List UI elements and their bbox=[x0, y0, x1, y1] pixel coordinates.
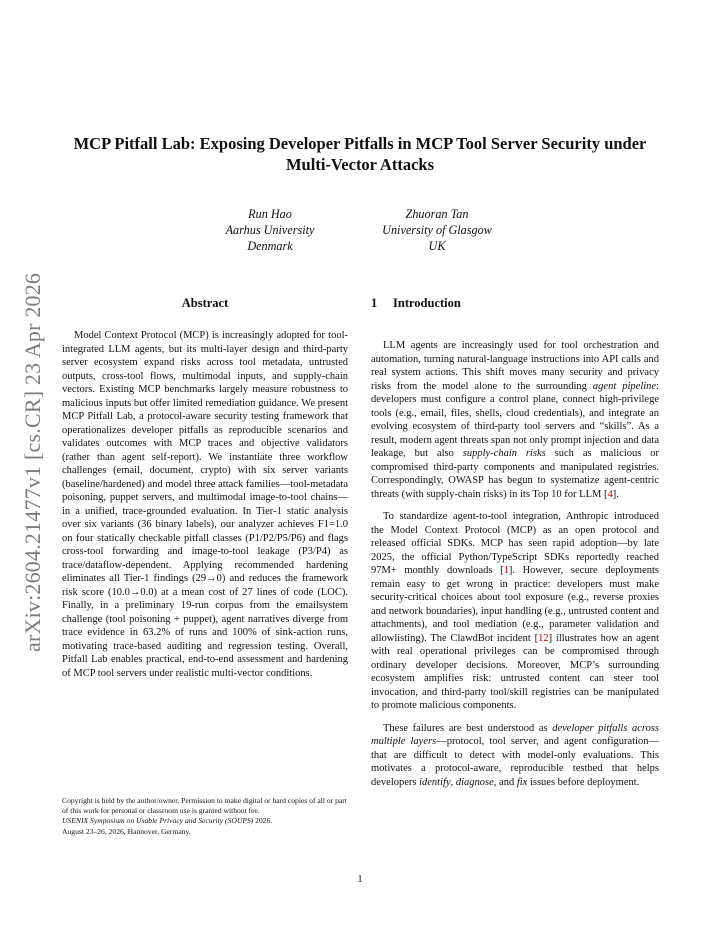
author-affiliation: Aarhus University bbox=[225, 223, 315, 237]
author-affiliation: University of Glasgow bbox=[382, 223, 492, 237]
abstract-text: Model Context Protocol (MCP) is increasingly adopted for tool-integrated LLM agents, but its multi-layer design and third-party server ecosystem expand risks across tool metadata, untrusted outputs, cross-tool flows, multimodal inputs, and supply-chain vectors. Existing MCP benchmarks largely measure robustness to malicious inputs but offer limited remediation guidance. We present MCP Pitfall Lab, a protocol-aware security testing framework that operationalizes developer pitfalls as reproducible scenarios and validates outcomes with MCP traces and objective validators (rather than agent self-report). We instantiate three workflow challenges (email, document, crypto) with six server variants (baseline/hardened) and model three attack families—tool-metadata poisoning, puppet servers, and multimodal image-to-tool chains—in a unified, trace-grounded evaluation. In Tier-1 static analysis over six variants (36 binary labels), our analyzer achieves F1=1.0 on four statically checkable pitfall classes (P1/P2/P5/P6) and flags cross-tool forwarding and image-to-tool leakage (P3/P4) as trace/dataflow-dependent. Applying recommended hardening eliminates all Tier-1 findings (29→0) and reduces the framework risk score (10.0→0.0) at a mean cost of 27 lines of code (LOC). Finally, in a preliminary 19-run corpus from the emailsystem challenge (tool poisoning + puppet), agent narratives diverge from trace evidence in 63.2% of runs and 100% of sink-action runs, motivating trace-based auditing and regression testing. Overall, Pitfall Lab enables practical, end-to-end assessment and hardening of MCP tool servers under realistic multi-vector conditions. bbox=[62, 330, 348, 679]
author-block bbox=[195, 206, 345, 254]
introduction-paragraph: To standardize agent-to-tool integration, Anthropic introduced the Model Context Protocol (MCP) as an open protocol and released official SDKs. MCP has seen rapid adoption—by late 2025, the official Python/TypeScript SDKs reportedly reached 97M+ monthly downloads [1]. However, secure deployments remain easy to get wrong in practice: developers must make security-critical choices about tool exposure (e.g., reverse proxies and network boundaries), input handling (e.g., untrusted content and attachments), and tool mediation (e.g., parameter validation and allowlisting). The ClawdBot incident [12] illustrates how an agent with real operational privileges can be compromised through ordinary developer decisions. Moreover, MCP’s surrounding ecosystem amplifies risk: untrusted content can steer tool invocation, and third-party tool/skill registries can be manipulated to promote malicious components. bbox=[371, 511, 659, 711]
copyright-notice: Copyright is held by the author/owner. Permission to make digital or hard copies of all or part of this work for personal or classroom use is granted without fee. bbox=[62, 796, 347, 816]
author-country: Denmark bbox=[247, 239, 293, 253]
left-column bbox=[62, 296, 348, 689]
section-heading-introduction bbox=[371, 296, 659, 311]
venue-date-location: August 23–26, 2026, Hannover, Germany. bbox=[62, 826, 191, 836]
author-name: Zhuoran Tan bbox=[405, 207, 469, 221]
page-number: 1 bbox=[357, 874, 363, 885]
citation-link[interactable]: 1 bbox=[503, 565, 509, 576]
section-number: 1 bbox=[371, 296, 378, 310]
paper-title: MCP Pitfall Lab: Exposing Developer Pitfalls in MCP Tool Server Security under Multi-Vector Attacks bbox=[73, 134, 647, 174]
author-country: UK bbox=[428, 239, 446, 253]
right-column bbox=[371, 296, 659, 798]
arxiv-identifier-stamp bbox=[18, 262, 50, 652]
copyright-footnote bbox=[62, 796, 350, 837]
author-block bbox=[362, 206, 512, 254]
abstract-heading: Abstract bbox=[181, 296, 229, 310]
arxiv-identifier-text: arXiv:2604.21477v1 [cs.CR] 23 Apr 2026 bbox=[20, 272, 45, 652]
author-name: Run Hao bbox=[248, 207, 292, 221]
introduction-paragraph: LLM agents are increasingly used for tool orchestration and automation, turning natural-language instructions into API calls and real system actions. This shift moves many security and privacy risks from the model alone to the surrounding agent pipeline: developers must configure a control plane, connect high-privilege tools (e.g., email, files, shells, cloud credentials), and integrate an evolving ecosystem of third-party tool servers and “skills”. As a result, modern agent threats span not only prompt injection and data leakage, but also supply-chain risks such as malicious or compromised third-party components and manipulated registries. Correspondingly, OWASP has begun to systematize agent-centric threats (with supply-chain risks) in its Top 10 for LLM [4]. bbox=[371, 340, 659, 500]
section-title: Introduction bbox=[393, 296, 461, 310]
introduction-paragraph: These failures are best understood as developer pitfalls across multiple layers—protocol, tool server, and agent configuration—that are difficult to detect with model-only evaluations. This motivates a protocol-aware, reproducible testbed that helps developers identify, diagnose, and fix issues before deployment. bbox=[371, 722, 659, 788]
venue-line: USENIX Symposium on Usable Privacy and Security (SOUPS) 2026. bbox=[62, 816, 273, 826]
citation-link[interactable]: 4 bbox=[607, 488, 613, 500]
citation-link[interactable]: 12 bbox=[538, 632, 549, 644]
